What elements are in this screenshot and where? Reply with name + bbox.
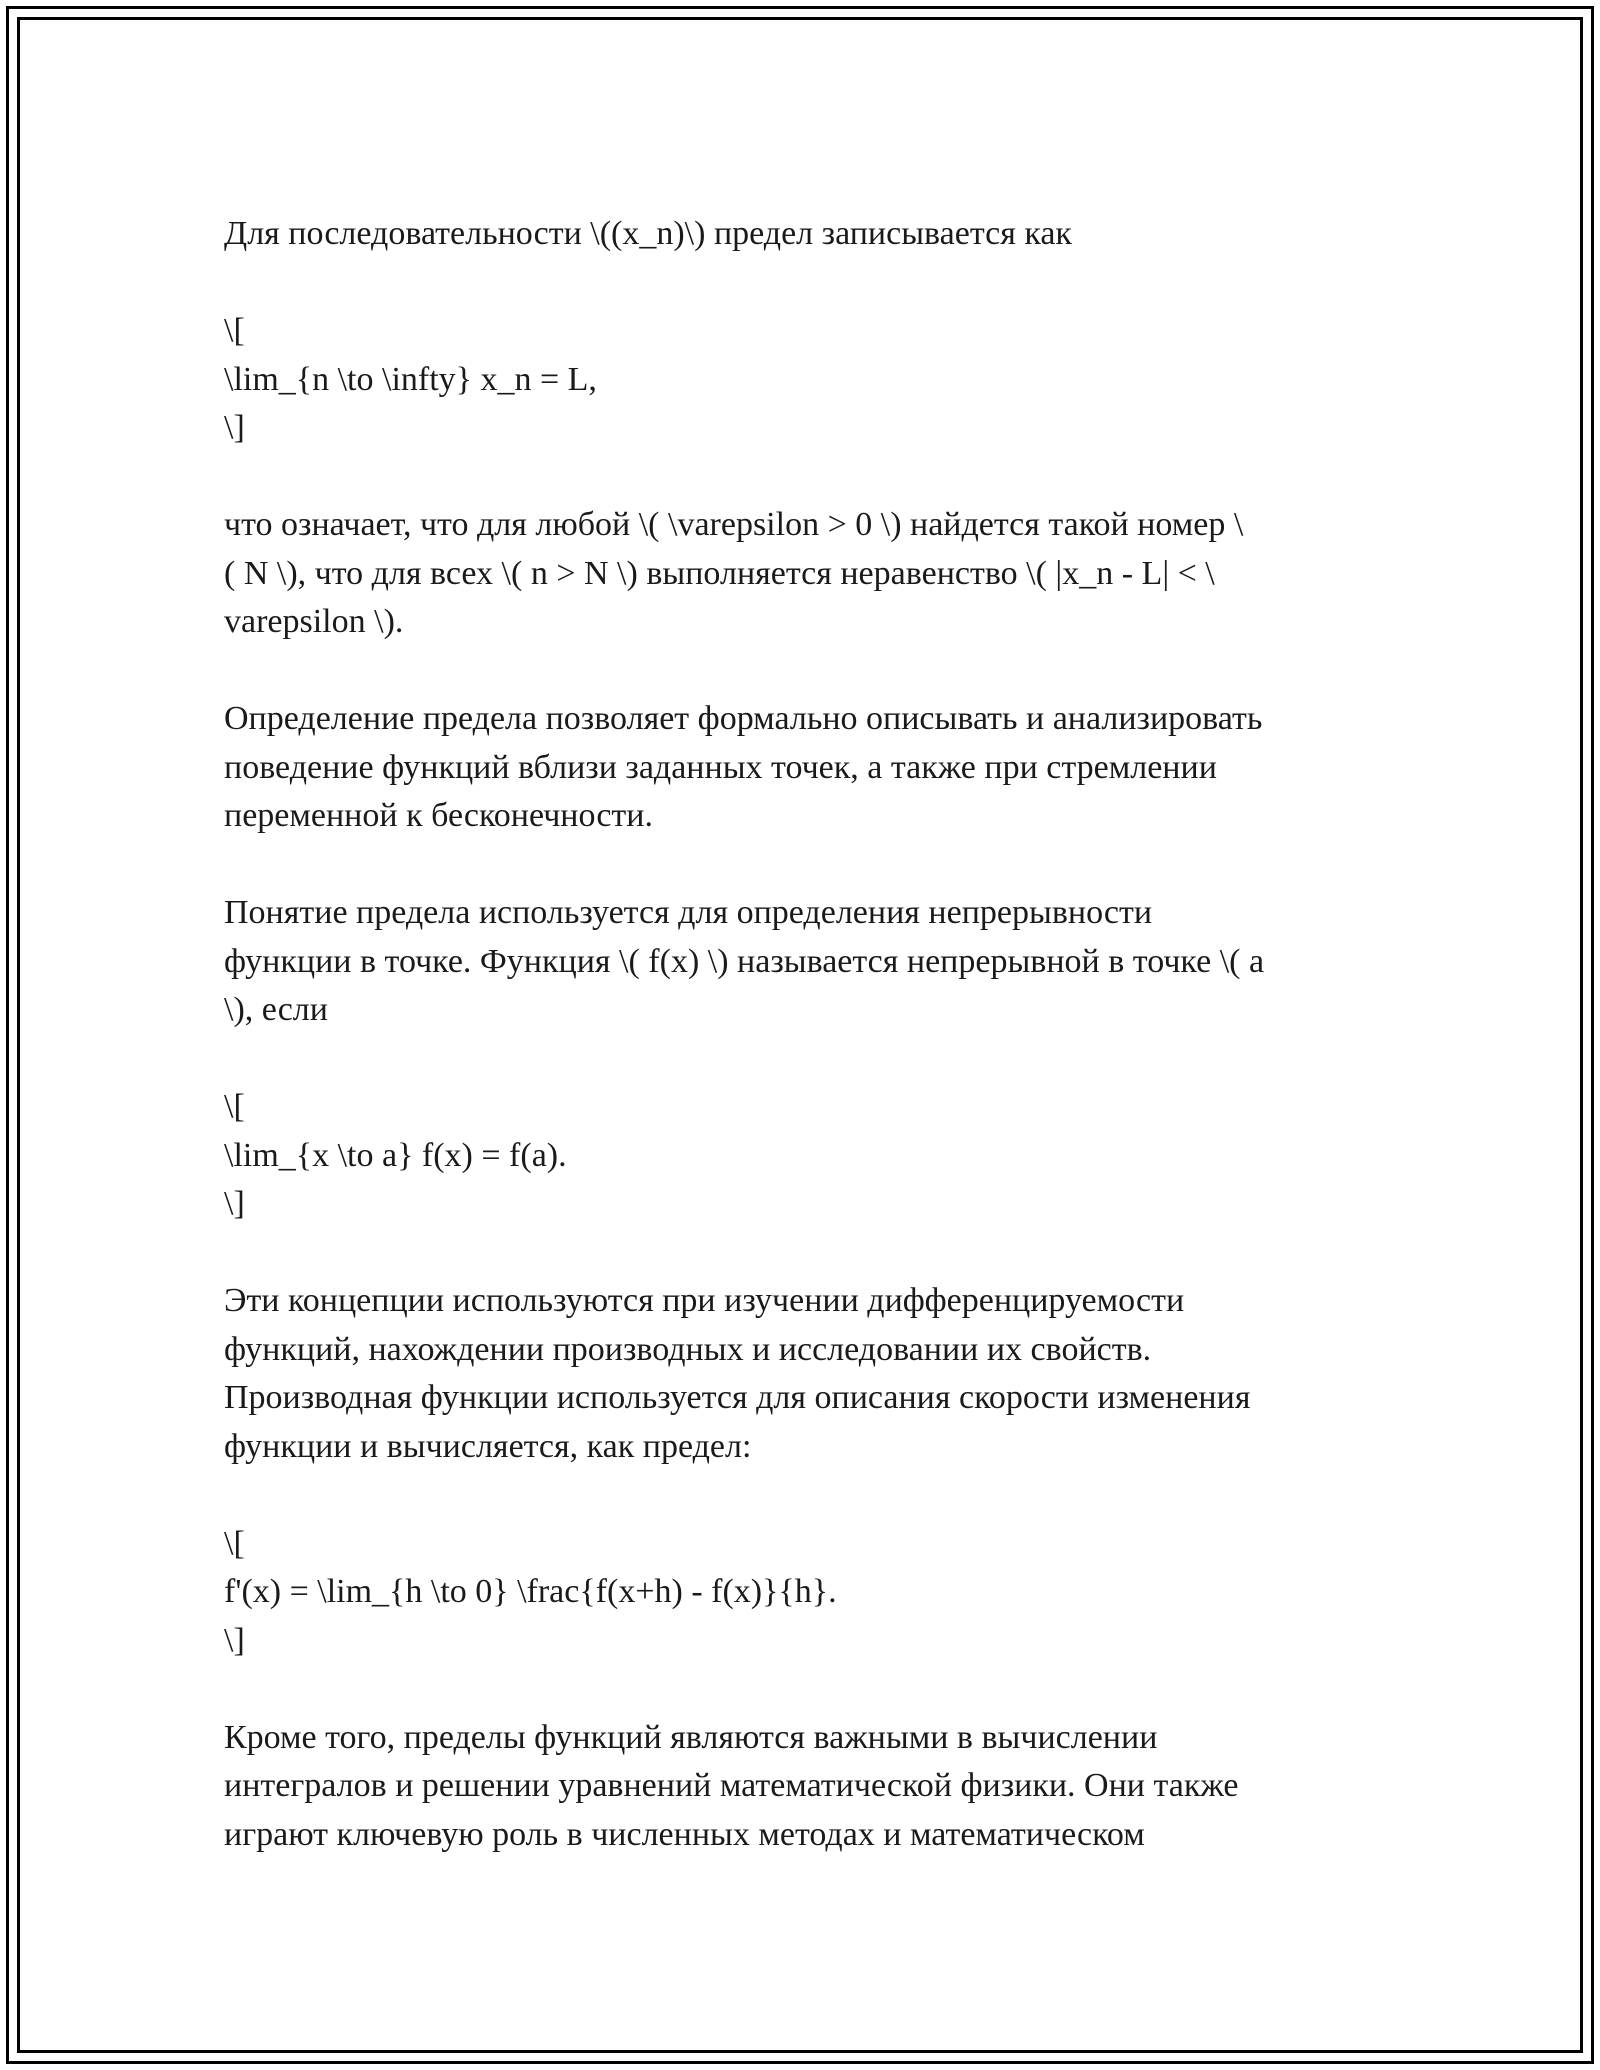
- paragraph-sequence-limit: [224, 210, 1384, 259]
- document-body: [224, 210, 1384, 1908]
- text-line: переменной к бесконечности.: [224, 797, 653, 834]
- formula-close: \]: [224, 1185, 245, 1222]
- text-line: играют ключевую роль в численных методах и математическом: [224, 1815, 1145, 1853]
- text-line: varepsilon \).: [224, 603, 404, 640]
- text-line: Производная функции используется для описания скорости изменения: [224, 1379, 1251, 1416]
- text-line: \), если: [224, 991, 328, 1028]
- formula-close: \]: [224, 1621, 245, 1659]
- formula-open: \[: [224, 1088, 245, 1125]
- text-line: Кроме того, пределы функций являются важными в вычислении: [224, 1718, 1158, 1756]
- text-line: функций, нахождении производных и исследовании их свойств.: [224, 1330, 1152, 1368]
- formula-body: f'(x) = \lim_{h \to 0} \frac{f(x+h) - f(x)}{h}.: [224, 1573, 837, 1610]
- formula-open: \[: [224, 1524, 245, 1562]
- formula-sequence-limit: [224, 307, 1384, 453]
- formula-open: \[: [224, 312, 245, 349]
- text-line: Для последовательности \((x_n)\) предел записывается как: [224, 215, 1072, 252]
- paragraph-epsilon-definition: [224, 501, 1384, 647]
- text-line: Понятие предела используется для определения непрерывности: [224, 894, 1153, 931]
- paragraph-differentiability: [224, 1277, 1384, 1471]
- paragraph-integrals: [224, 1714, 1384, 1860]
- formula-continuity: [224, 1083, 1384, 1229]
- text-line: что означает, что для любой \( \varepsilon > 0 \) найдется такой номер \: [224, 506, 1244, 543]
- text-line: функции в точке. Функция \( f(x) \) называется непрерывной в точке \( a: [224, 942, 1265, 980]
- text-line: поведение функций вблизи заданных точек, а также при стремлении: [224, 748, 1217, 786]
- text-line: ( N \), что для всех \( n > N \) выполняется неравенство \( |x_n - L| < \: [224, 554, 1215, 592]
- paragraph-continuity: [224, 889, 1384, 1035]
- formula-derivative: [224, 1520, 1384, 1666]
- formula-close: \]: [224, 409, 245, 446]
- text-line: функции и вычисляется, как предел:: [224, 1427, 752, 1465]
- text-line: Эти концепции используются при изучении дифференцируемости: [224, 1282, 1185, 1319]
- text-line: Определение предела позволяет формально описывать и анализировать: [224, 700, 1263, 737]
- text-line: интегралов и решении уравнений математической физики. Они также: [224, 1767, 1239, 1804]
- formula-body: \lim_{x \to a} f(x) = f(a).: [224, 1136, 567, 1174]
- formula-body: \lim_{n \to \infty} x_n = L,: [224, 360, 597, 398]
- paragraph-limit-purpose: [224, 695, 1384, 841]
